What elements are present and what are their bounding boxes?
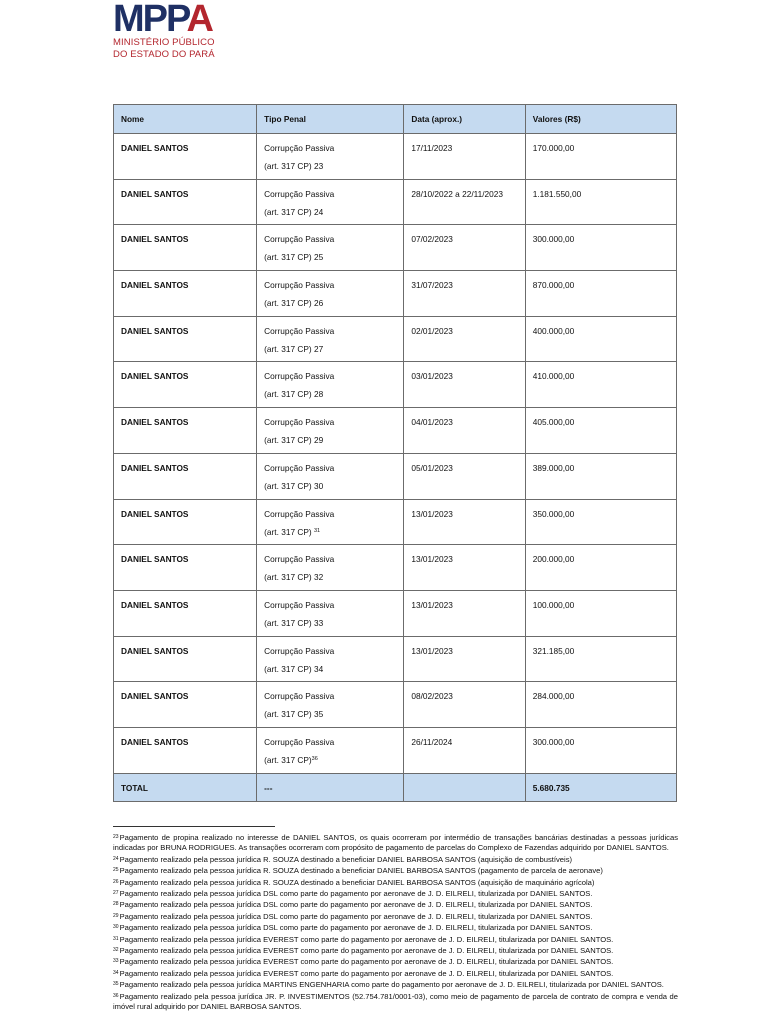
cell-data: 04/01/2023 bbox=[404, 408, 525, 454]
footnote-number: 36 bbox=[113, 992, 119, 999]
table-header-row bbox=[114, 105, 677, 134]
cell-artigo bbox=[264, 527, 396, 537]
cell-tipo-penal bbox=[257, 362, 404, 408]
table-row bbox=[114, 499, 677, 545]
table-row bbox=[114, 316, 677, 362]
cell-data: 02/01/2023 bbox=[404, 316, 525, 362]
cell-valor: 200.000,00 bbox=[525, 545, 676, 591]
cell-artigo bbox=[264, 252, 396, 262]
footnote-text: Pagamento realizado pela pessoa jurídica DSL como parte do pagamento por aeronave de J. D. EILRELI, titularizada por DANIEL SANTOS. bbox=[119, 900, 593, 910]
footnote-text: Pagamento realizado pela pessoa jurídica DSL como parte do pagamento por aeronave de J. D. EILRELI, titularizada por DANIEL SANTOS. bbox=[119, 923, 593, 933]
cell-tipo-penal bbox=[257, 316, 404, 362]
header-tipo-penal: Tipo Penal bbox=[257, 105, 404, 134]
cell-tipo-label: Corrupção Passiva bbox=[264, 280, 335, 291]
logo-mark bbox=[113, 0, 233, 40]
cell-tipo-label: Corrupção Passiva bbox=[264, 417, 335, 428]
cell-tipo-penal bbox=[257, 727, 404, 773]
footnote bbox=[113, 911, 678, 922]
cell-tipo-label: Corrupção Passiva bbox=[264, 462, 335, 473]
table-row bbox=[114, 727, 677, 773]
table-row bbox=[114, 134, 677, 180]
cell-nome: DANIEL SANTOS bbox=[114, 499, 257, 545]
cell-tipo-label: Corrupção Passiva bbox=[264, 691, 335, 702]
cell-artigo bbox=[264, 344, 396, 354]
footnote-number: 31 bbox=[113, 935, 119, 942]
logo-letter-m: M bbox=[113, 0, 143, 40]
header-nome: Nome bbox=[114, 105, 257, 134]
footnote-text: Pagamento realizado pela pessoa jurídica R. SOUZA destinado a beneficiar DANIEL BARBOSA SANTOS (aquisição de maquinário agrícola) bbox=[119, 877, 595, 887]
footnote-number: 32 bbox=[113, 947, 119, 954]
cell-valor: 870.000,00 bbox=[525, 271, 676, 317]
cell-artigo bbox=[264, 161, 396, 171]
cell-artigo bbox=[264, 481, 396, 491]
footnote-text: Pagamento realizado pela pessoa jurídica EVEREST como parte do pagamento por aeronave de J. D. EILRELI, titularizada por DANIEL SANTOS. bbox=[119, 968, 614, 978]
cell-artigo-text: (art. 317 CP) 29 bbox=[264, 435, 324, 446]
cell-artigo bbox=[264, 389, 396, 399]
cell-artigo bbox=[264, 572, 396, 582]
cell-artigo bbox=[264, 207, 396, 217]
cell-valor: 170.000,00 bbox=[525, 134, 676, 180]
footnote-number: 23 bbox=[113, 834, 119, 840]
cell-data: 31/07/2023 bbox=[404, 271, 525, 317]
cell-tipo-label: Corrupção Passiva bbox=[264, 234, 335, 245]
footnote-ref: 31 bbox=[313, 527, 321, 534]
cell-nome: DANIEL SANTOS bbox=[114, 134, 257, 180]
cell-artigo-text: (art. 317 CP) 32 bbox=[264, 572, 324, 583]
footnote bbox=[113, 968, 678, 979]
cell-tipo-label: Corrupção Passiva bbox=[264, 645, 335, 656]
cell-artigo bbox=[264, 755, 396, 765]
cell-valor: 284.000,00 bbox=[525, 682, 676, 728]
cell-artigo bbox=[264, 298, 396, 308]
cell-nome: DANIEL SANTOS bbox=[114, 545, 257, 591]
table-row bbox=[114, 271, 677, 317]
cell-artigo-text: (art. 317 CP) 30 bbox=[264, 480, 324, 491]
footnotes bbox=[113, 832, 678, 1013]
footnote-text: Pagamento de propina realizado no interesse de DANIEL SANTOS, os quais ocorreram por intermédio de transações bancárias destinadas a pessoas jurídicas indicadas por BRUNA RODRIGUES. As transações ocorreram com propósito de pagamento de parcelas do Complexo de Fazendas adquirido por DANIEL SANTOS. bbox=[113, 833, 678, 853]
cell-artigo-text: (art. 317 CP) 24 bbox=[264, 206, 324, 217]
cell-tipo-penal bbox=[257, 499, 404, 545]
cell-valor: 300.000,00 bbox=[525, 727, 676, 773]
cell-data: 17/11/2023 bbox=[404, 134, 525, 180]
cell-artigo-text: (art. 317 CP) 25 bbox=[264, 252, 324, 263]
cell-valor: 1.181.550,00 bbox=[525, 179, 676, 225]
cell-artigo bbox=[264, 709, 396, 719]
cell-artigo-text: (art. 317 CP) bbox=[264, 526, 314, 537]
footnote-number: 29 bbox=[113, 912, 119, 919]
footnote-text: Pagamento realizado pela pessoa jurídica R. SOUZA destinado a beneficiar DANIEL BARBOSA SANTOS (aquisição de combustíveis) bbox=[119, 854, 573, 864]
cell-artigo bbox=[264, 664, 396, 674]
cell-tipo-label: Corrupção Passiva bbox=[264, 188, 335, 199]
footnote-text: Pagamento realizado pela pessoa jurídica DSL como parte do pagamento por aeronave de J. D. EILRELI, titularizada por DANIEL SANTOS. bbox=[119, 889, 593, 899]
cell-tipo-penal bbox=[257, 545, 404, 591]
cell-tipo-label: Corrupção Passiva bbox=[264, 371, 335, 382]
footnote-text: Pagamento realizado pela pessoa jurídica JR. P. INVESTIMENTOS (52.754.781/0001-03), como meio de pagamento de parcela de contrato de compra e venda de imóvel rural adquirido por DANIEL BARBOSA SANTOS. bbox=[113, 991, 678, 1012]
footnote-ref: 36 bbox=[311, 755, 318, 762]
cell-data: 13/01/2023 bbox=[404, 590, 525, 636]
cell-nome: DANIEL SANTOS bbox=[114, 408, 257, 454]
footnote bbox=[113, 899, 678, 910]
cell-nome: DANIEL SANTOS bbox=[114, 727, 257, 773]
footnote-number: 25 bbox=[113, 867, 119, 874]
header-valores: Valores (R$) bbox=[525, 105, 676, 134]
footnote-text: Pagamento realizado pela pessoa jurídica R. SOUZA destinado a beneficiar DANIEL BARBOSA SANTOS (pagamento de parcela de aeronave) bbox=[119, 866, 603, 876]
cell-tipo-penal bbox=[257, 179, 404, 225]
footnote-text: Pagamento realizado pela pessoa jurídica DSL como parte do pagamento por aeronave de J. D. EILRELI, titularizada por DANIEL SANTOS. bbox=[119, 911, 593, 921]
cell-nome: DANIEL SANTOS bbox=[114, 590, 257, 636]
footnote bbox=[113, 934, 678, 945]
footnote-text: Pagamento realizado pela pessoa jurídica MARTINS ENGENHARIA como parte do pagamento por aeronave de J. D. EILRELI, titularizada por DANIEL SANTOS. bbox=[119, 980, 664, 990]
footnote-number: 30 bbox=[113, 924, 119, 931]
footnote-text: Pagamento realizado pela pessoa jurídica EVEREST como parte do pagamento por aeronave de J. D. EILRELI, titularizada por DANIEL SANTOS. bbox=[119, 934, 614, 944]
cell-artigo-text: (art. 317 CP) 34 bbox=[264, 663, 324, 674]
footnote bbox=[113, 854, 678, 865]
cell-valor: 350.000,00 bbox=[525, 499, 676, 545]
cell-valor: 300.000,00 bbox=[525, 225, 676, 271]
cell-tipo-label: Corrupção Passiva bbox=[264, 599, 335, 610]
cell-artigo bbox=[264, 618, 396, 628]
cell-valor: 400.000,00 bbox=[525, 316, 676, 362]
footnote bbox=[113, 865, 678, 876]
cell-artigo-text: (art. 317 CP) 28 bbox=[264, 389, 324, 400]
cell-nome: DANIEL SANTOS bbox=[114, 271, 257, 317]
cell-artigo-text: (art. 317 CP) 23 bbox=[264, 161, 324, 171]
cell-tipo-label: Corrupção Passiva bbox=[264, 554, 335, 565]
cell-data: 03/01/2023 bbox=[404, 362, 525, 408]
footnote-number: 34 bbox=[113, 969, 119, 976]
footnote bbox=[113, 888, 678, 899]
logo-letter-a: A bbox=[186, 0, 212, 40]
cell-tipo-label: Corrupção Passiva bbox=[264, 325, 335, 336]
cell-tipo-penal bbox=[257, 590, 404, 636]
cell-nome: DANIEL SANTOS bbox=[114, 453, 257, 499]
cell-nome: DANIEL SANTOS bbox=[114, 179, 257, 225]
cell-tipo-penal bbox=[257, 636, 404, 682]
footnote bbox=[113, 979, 678, 990]
cell-tipo-penal bbox=[257, 408, 404, 454]
cell-valor: 410.000,00 bbox=[525, 362, 676, 408]
org-name-line2: DO ESTADO DO PARÁ bbox=[113, 49, 215, 60]
table-row bbox=[114, 636, 677, 682]
org-name-line1: MINISTÉRIO PÚBLICO bbox=[113, 37, 215, 48]
table-row bbox=[114, 225, 677, 271]
table-total-row bbox=[114, 773, 677, 801]
cell-nome: DANIEL SANTOS bbox=[114, 362, 257, 408]
cell-artigo bbox=[264, 435, 396, 445]
footnote-number: 24 bbox=[113, 855, 119, 862]
total-label: TOTAL bbox=[114, 773, 257, 801]
crimes-table bbox=[113, 104, 677, 802]
cell-artigo-text: (art. 317 CP) 27 bbox=[264, 343, 324, 354]
cell-artigo-text: (art. 317 CP) 33 bbox=[264, 617, 324, 628]
cell-tipo-penal bbox=[257, 225, 404, 271]
cell-valor: 405.000,00 bbox=[525, 408, 676, 454]
footnote bbox=[113, 832, 678, 854]
footnote bbox=[113, 945, 678, 956]
cell-nome: DANIEL SANTOS bbox=[114, 682, 257, 728]
cell-tipo-penal bbox=[257, 682, 404, 728]
table-row bbox=[114, 408, 677, 454]
total-tipo: --- bbox=[257, 773, 404, 801]
cell-data: 13/01/2023 bbox=[404, 636, 525, 682]
cell-tipo-penal bbox=[257, 271, 404, 317]
table-row bbox=[114, 362, 677, 408]
cell-tipo-penal bbox=[257, 453, 404, 499]
table-row bbox=[114, 590, 677, 636]
cell-data: 07/02/2023 bbox=[404, 225, 525, 271]
cell-valor: 389.000,00 bbox=[525, 453, 676, 499]
footnote-number: 26 bbox=[113, 878, 119, 885]
header-data: Data (aprox.) bbox=[404, 105, 525, 134]
table-row bbox=[114, 545, 677, 591]
footnote-divider bbox=[113, 826, 275, 827]
footnote-number: 27 bbox=[113, 890, 119, 897]
mppa-logo bbox=[113, 2, 233, 60]
cell-artigo-text: (art. 317 CP) 35 bbox=[264, 709, 324, 720]
footnote bbox=[113, 922, 678, 933]
footnote-number: 35 bbox=[113, 981, 119, 988]
footnote-text: Pagamento realizado pela pessoa jurídica EVEREST como parte do pagamento por aeronave de J. D. EILRELI, titularizada por DANIEL SANTOS. bbox=[119, 946, 614, 956]
table-row bbox=[114, 453, 677, 499]
footnote-number: 33 bbox=[113, 958, 119, 965]
cell-nome: DANIEL SANTOS bbox=[114, 636, 257, 682]
cell-artigo-text: (art. 317 CP) 26 bbox=[264, 298, 324, 309]
footnote-number: 28 bbox=[113, 901, 119, 908]
total-valor: 5.680.735 bbox=[525, 773, 676, 801]
cell-data: 13/01/2023 bbox=[404, 545, 525, 591]
logo-letters-pp: PP bbox=[142, 0, 187, 40]
cell-nome: DANIEL SANTOS bbox=[114, 225, 257, 271]
cell-artigo-text: (art. 317 CP) bbox=[264, 754, 312, 765]
cell-tipo-label: Corrupção Passiva bbox=[264, 508, 335, 519]
cell-tipo-label: Corrupção Passiva bbox=[264, 736, 335, 747]
table-row bbox=[114, 682, 677, 728]
cell-tipo-penal bbox=[257, 134, 404, 180]
total-data bbox=[404, 773, 525, 801]
footnote bbox=[113, 991, 678, 1013]
footnote bbox=[113, 877, 678, 888]
footnote-text: Pagamento realizado pela pessoa jurídica EVEREST como parte do pagamento por aeronave de J. D. EILRELI, titularizada por DANIEL SANTOS. bbox=[119, 957, 614, 967]
cell-data: 13/01/2023 bbox=[404, 499, 525, 545]
table-row bbox=[114, 179, 677, 225]
cell-data: 28/10/2022 a 22/11/2023 bbox=[404, 179, 525, 225]
cell-data: 08/02/2023 bbox=[404, 682, 525, 728]
footnote bbox=[113, 956, 678, 967]
cell-valor: 321.185,00 bbox=[525, 636, 676, 682]
cell-nome: DANIEL SANTOS bbox=[114, 316, 257, 362]
cell-data: 26/11/2024 bbox=[404, 727, 525, 773]
cell-data: 05/01/2023 bbox=[404, 453, 525, 499]
cell-valor: 100.000,00 bbox=[525, 590, 676, 636]
cell-tipo-label: Corrupção Passiva bbox=[264, 143, 335, 153]
